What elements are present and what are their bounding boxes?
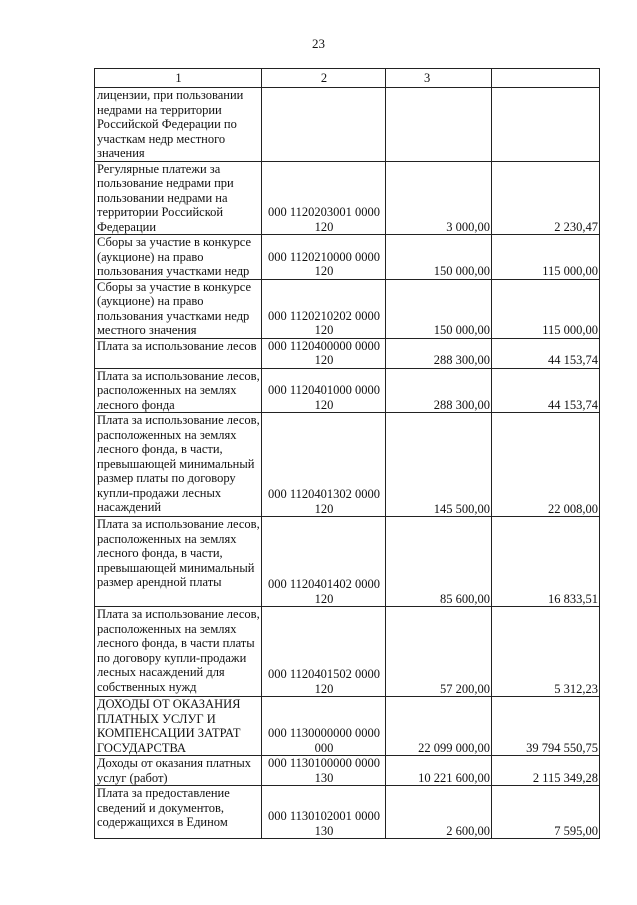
column-header-4: [492, 69, 600, 88]
column-header-1: 1: [95, 69, 262, 88]
row-fact-cell: 44 153,74: [492, 338, 600, 368]
row-name-cell: ДОХОДЫ ОТ ОКАЗАНИЯ ПЛАТНЫХ УСЛУГ И КОМПЕНСАЦИИ ЗАТРАТ ГОСУДАРСТВА: [95, 697, 262, 756]
row-code-cell: 000 1120210000 0000 120: [262, 235, 386, 280]
column-header-2: 2: [262, 69, 386, 88]
revenue-table: [94, 68, 600, 839]
row-plan-cell: 2 600,00: [386, 786, 492, 839]
row-plan-cell: 150 000,00: [386, 235, 492, 280]
table-row: [95, 697, 600, 756]
table-row: [95, 517, 600, 607]
row-code-cell: 000 1130100000 0000 130: [262, 756, 386, 786]
row-plan-cell: 10 221 600,00: [386, 756, 492, 786]
row-fact-cell: 7 595,00: [492, 786, 600, 839]
table-row: [95, 88, 600, 162]
column-header-3: 3: [386, 69, 492, 88]
row-plan-cell: 288 300,00: [386, 368, 492, 413]
row-code-cell: 000 1120210202 0000 120: [262, 279, 386, 338]
row-plan-cell: 22 099 000,00: [386, 697, 492, 756]
row-code-cell: 000 1120203001 0000 120: [262, 161, 386, 235]
row-name-cell: Плата за использование лесов, расположенных на землях лесного фонда: [95, 368, 262, 413]
row-name-cell: Регулярные платежи за пользование недрами при пользовании недрами на территории Российской Федерации: [95, 161, 262, 235]
row-fact-cell: 115 000,00: [492, 235, 600, 280]
row-fact-cell: 44 153,74: [492, 368, 600, 413]
row-code-cell: 000 1120401402 0000 120: [262, 517, 386, 607]
row-name-cell: Плата за использование лесов, расположенных на землях лесного фонда, в части, превышающей минимальный размер платы по договору купли-продажи лесных насаждений: [95, 413, 262, 517]
row-fact-cell: 39 794 550,75: [492, 697, 600, 756]
row-plan-cell: 3 000,00: [386, 161, 492, 235]
row-fact-cell: 2 230,47: [492, 161, 600, 235]
row-code-cell: 000 1120401502 0000 120: [262, 607, 386, 697]
row-plan-cell: 288 300,00: [386, 338, 492, 368]
table-header-row: [95, 69, 600, 88]
table-row: [95, 235, 600, 280]
row-code-cell: 000 1130000000 0000 000: [262, 697, 386, 756]
row-code-cell: 000 1120401302 0000 120: [262, 413, 386, 517]
row-plan-cell: 85 600,00: [386, 517, 492, 607]
row-fact-cell: 115 000,00: [492, 279, 600, 338]
row-name-cell: лицензии, при пользовании недрами на территории Российской Федерации по участкам недр местного значения: [95, 88, 262, 162]
table-row: [95, 607, 600, 697]
table-row: [95, 756, 600, 786]
row-fact-cell: 5 312,23: [492, 607, 600, 697]
table-row: [95, 338, 600, 368]
table-row: [95, 279, 600, 338]
row-code-cell: [262, 88, 386, 162]
row-plan-cell: 145 500,00: [386, 413, 492, 517]
row-name-cell: Плата за использование лесов, расположенных на землях лесного фонда, в части, превышающей минимальный размер арендной платы: [95, 517, 262, 607]
row-code-cell: 000 1120400000 0000 120: [262, 338, 386, 368]
row-name-cell: Сборы за участие в конкурсе (аукционе) на право пользования участками недр местного значения: [95, 279, 262, 338]
row-name-cell: Плата за использование лесов: [95, 338, 262, 368]
table-row: [95, 413, 600, 517]
row-code-cell: 000 1120401000 0000 120: [262, 368, 386, 413]
row-fact-cell: 16 833,51: [492, 517, 600, 607]
row-fact-cell: 22 008,00: [492, 413, 600, 517]
page-number: 23: [312, 36, 325, 51]
row-fact-cell: [492, 88, 600, 162]
row-fact-cell: 2 115 349,28: [492, 756, 600, 786]
row-name-cell: Плата за использование лесов, расположенных на землях лесного фонда, в части платы по договору купли-продажи лесных насаждений для собственных нужд: [95, 607, 262, 697]
row-code-cell: 000 1130102001 0000 130: [262, 786, 386, 839]
row-plan-cell: 150 000,00: [386, 279, 492, 338]
row-name-cell: Плата за предоставление сведений и документов, содержащихся в Едином: [95, 786, 262, 839]
row-plan-cell: 57 200,00: [386, 607, 492, 697]
table-row: [95, 161, 600, 235]
row-plan-cell: [386, 88, 492, 162]
table-row: [95, 786, 600, 839]
table-row: [95, 368, 600, 413]
row-name-cell: Сборы за участие в конкурсе (аукционе) на право пользования участками недр: [95, 235, 262, 280]
row-name-cell: Доходы от оказания платных услуг (работ): [95, 756, 262, 786]
